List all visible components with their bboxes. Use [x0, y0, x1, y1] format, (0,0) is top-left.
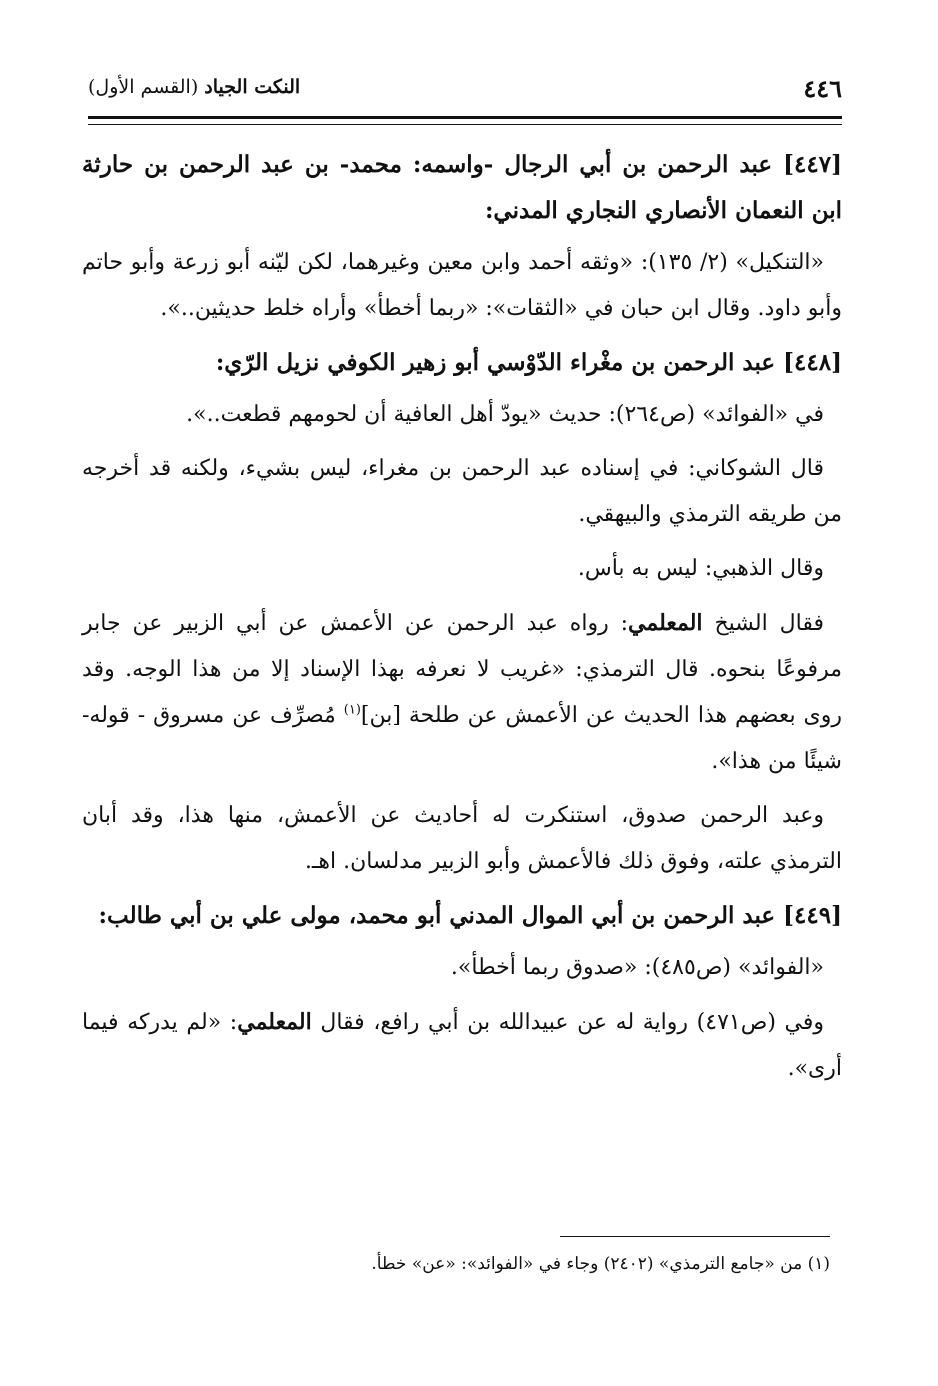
entry-448-heading: [٤٤٨] عبد الرحمن بن مغْراء الدّوْسي أبو زهير الكوفي نزيل الرّي:	[215, 349, 842, 376]
page-body	[82, 142, 842, 1100]
entry-448-p1: في «الفوائد» (ص٢٦٤): حديث «يودّ أهل العافية أن لحومهم قطعت..».	[186, 402, 824, 427]
page-header	[88, 66, 842, 110]
running-title	[88, 76, 300, 98]
entry-448-p3: وقال الذهبي: ليس به بأس.	[577, 556, 824, 581]
author-name-bold: المعلمي	[628, 610, 703, 636]
entry-447-heading: [٤٤٧] عبد الرحمن بن أبي الرجال -واسمه: محمد- بن عبد الرحمن بن حارثة ابن النعمان الأنصاري النجاري المدني:	[82, 151, 842, 224]
book-title: النكت الجياد	[204, 76, 301, 98]
entry-448-p2: قال الشوكاني: في إسناده عبد الرحمن بن مغراء، ليس بشيء، ولكنه قد أخرجه من طريقه الترمذي والبيهقي.	[82, 456, 842, 527]
entry-449-p1: «الفوائد» (ص٤٨٥): «صدوق ربما أخطأ».	[450, 955, 824, 980]
book-part: (القسم الأول)	[88, 76, 199, 98]
entry-449-p2	[82, 999, 842, 1092]
footnote: (١) من «جامع الترمذي» (٢٤٠٢) وجاء في «الفوائد»: «عن» خطأ.	[371, 1254, 830, 1274]
p2-prefix: وفي (ص٤٧١) رواية له عن عبيدالله بن أبي رافع، فقال	[320, 1010, 824, 1035]
entry-447-text: «التنكيل» (٢/ ١٣٥): «وثقه أحمد وابن معين وغيرهما، لكن ليّنه أبو زرعة وأبو حاتم وأبو داود. وقال ابن حبان في «الثقات»: «ربما أخطأ» وأراه خلط حديثين..».	[82, 250, 842, 321]
footnote-rule	[560, 1236, 830, 1237]
entry-449-heading: [٤٤٩] عبد الرحمن بن أبي الموال المدني أبو محمد، مولى علي بن أبي طالب:	[98, 902, 842, 929]
p4-text-a: : رواه عبد الرحمن عن الأعمش عن أبي الزبير عن جابر مرفوعًا بنحوه. قال الترمذي: «غريب لا نعرفه بهذا الإسناد إلا من هذا الوجه. وقد روى بعضهم هذا الحديث عن الأعمش عن طلحة [بن]	[82, 611, 842, 728]
page-number: ٤٤٦	[803, 74, 842, 103]
entry-448-p5: وعبد الرحمن صدوق، استنكرت له أحاديث عن الأعمش، منها هذا، وقد أبان الترمذي علته، وفوق ذلك فالأعمش وأبو الزبير مدلسان. اهـ.	[82, 803, 842, 874]
p4-prefix: فقال الشيخ	[714, 611, 825, 636]
footnote-marker[interactable]: (١)	[343, 702, 361, 718]
entry-448-p4	[82, 600, 842, 785]
p4-text-b: مُصرِّف عن مسروق - قوله- شيئًا من هذا».	[82, 703, 842, 774]
header-rule-thick	[88, 116, 842, 119]
header-rule-thin	[88, 124, 842, 125]
author-name-bold: المعلمي	[237, 1009, 312, 1035]
p2-suffix: : «لم يدركه فيما أرى».	[82, 1010, 842, 1081]
